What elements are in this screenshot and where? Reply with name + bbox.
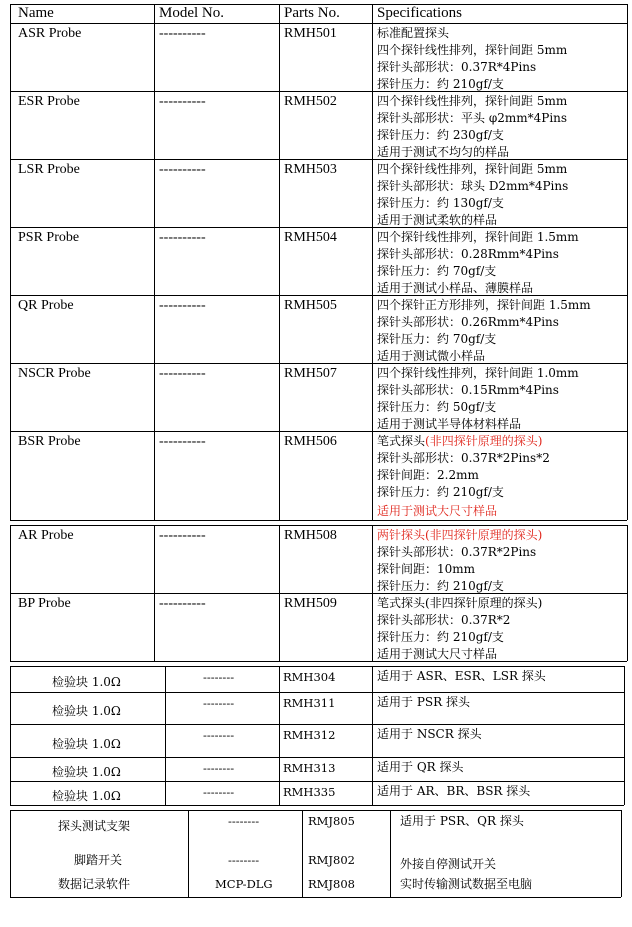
block-model: -------- xyxy=(203,670,235,684)
column-rule xyxy=(10,4,11,520)
header-parts: Parts No. xyxy=(284,5,340,21)
spec-text: 探针头部形状：0.15Rmm*4Pins xyxy=(377,383,559,397)
probe-model: ---------- xyxy=(159,596,206,611)
column-rule xyxy=(624,666,625,805)
spec-line: 探针间距：10mm xyxy=(377,562,476,576)
spec-line: 探针压力：约 210gf/支 xyxy=(377,630,504,644)
column-rule xyxy=(10,525,11,661)
spec-note: (非四探针原理的探头) xyxy=(425,434,543,448)
table-rule xyxy=(10,159,627,160)
accessory-name: 脚踏开关 xyxy=(74,853,123,867)
accessory-spec: 适用于 PSR、QR 探头 xyxy=(400,814,524,828)
probe-name: LSR Probe xyxy=(18,162,80,177)
column-rule xyxy=(372,525,373,661)
block-parts: RMH312 xyxy=(283,728,336,742)
probe-model: ---------- xyxy=(159,528,206,543)
spec-text: 探针头部形状：0.37R*4Pins xyxy=(377,60,537,74)
table-rule xyxy=(10,91,627,92)
block-name: 检验块 1.0Ω xyxy=(52,789,121,803)
spec-text: 四个探针线性排列，探针间距 1.0mm xyxy=(377,366,579,380)
spec-text: 探针压力：约 50gf/支 xyxy=(377,400,497,414)
column-rule xyxy=(621,810,622,897)
spec-line xyxy=(377,297,591,314)
spec-line: 探针头部形状：0.37R*2Pins xyxy=(377,545,537,559)
spec-text: 探针压力：约 70gf/支 xyxy=(377,332,497,346)
column-rule xyxy=(10,666,11,805)
spec-text: 适用于测试半导体材料样品 xyxy=(377,417,522,431)
block-model: -------- xyxy=(203,785,235,799)
table-rule xyxy=(10,897,621,898)
spec-line xyxy=(377,246,559,263)
header-spec: Specifications xyxy=(377,5,462,21)
spec-text: 四个探针线性排列，探针间距 5mm xyxy=(377,43,568,57)
spec-text: 四个探针线性排列，探针间距 5mm xyxy=(377,162,568,176)
probe-model: ---------- xyxy=(159,434,206,449)
block-model: -------- xyxy=(203,761,235,775)
column-rule xyxy=(279,4,280,520)
block-name: 检验块 1.0Ω xyxy=(52,704,121,718)
column-rule xyxy=(302,810,303,897)
table-rule xyxy=(10,666,624,667)
table-rule xyxy=(10,4,627,5)
probe-parts: RMH501 xyxy=(284,26,337,41)
spec-text: 探针压力：约 130gf/支 xyxy=(377,196,504,210)
header-name: Name xyxy=(18,5,54,21)
spec-line xyxy=(377,467,479,484)
spec-text: 探针压力：约 230gf/支 xyxy=(377,128,504,142)
table-rule xyxy=(10,810,621,811)
accessory-name: 探头测试支架 xyxy=(58,819,131,833)
probe-model: ---------- xyxy=(159,230,206,245)
block-spec: 适用于 AR、BR、BSR 探头 xyxy=(377,784,531,798)
block-parts: RMH335 xyxy=(283,785,336,799)
table-rule xyxy=(10,431,627,432)
column-rule xyxy=(10,810,11,897)
block-name: 检验块 1.0Ω xyxy=(52,675,121,689)
spec-text: 四个探针正方形排列，探针间距 1.5mm xyxy=(377,298,591,312)
probe-parts: RMH509 xyxy=(284,596,337,611)
spec-line xyxy=(377,382,559,399)
spec-line xyxy=(377,331,496,348)
column-rule xyxy=(154,525,155,661)
spec-line xyxy=(377,314,559,331)
accessory-spec: 实时传输测试数据至电脑 xyxy=(400,877,533,891)
spec-text: 探针头部形状：球头 D2mm*4Pins xyxy=(377,179,569,193)
spec-line xyxy=(377,229,579,246)
table-rule xyxy=(10,363,627,364)
spec-text: 四个探针线性排列，探针间距 5mm xyxy=(377,94,568,108)
column-rule xyxy=(372,4,373,520)
column-rule xyxy=(627,525,628,661)
probe-parts: RMH503 xyxy=(284,162,337,177)
spec-line xyxy=(377,433,542,450)
accessory-parts: RMJ802 xyxy=(308,853,355,867)
probe-parts: RMH505 xyxy=(284,298,337,313)
spec-line: 适用于测试大尺寸样品 xyxy=(377,647,498,661)
spec-line xyxy=(377,93,567,110)
spec-text: 探针压力：约 210gf/支 xyxy=(377,77,504,91)
probe-model: ---------- xyxy=(159,366,206,381)
spec-text: 探针压力：约 70gf/支 xyxy=(377,264,497,278)
probe-name: QR Probe xyxy=(18,298,74,313)
spec-line: 探针压力：约 210gf/支 xyxy=(377,579,504,593)
spec-line xyxy=(377,161,567,178)
table-rule xyxy=(10,757,624,758)
block-model: -------- xyxy=(203,728,235,742)
table-rule xyxy=(10,23,627,24)
column-rule xyxy=(279,666,280,805)
spec-line xyxy=(377,127,504,144)
table-rule xyxy=(10,805,624,806)
table-rule xyxy=(10,692,624,693)
probe-name: NSCR Probe xyxy=(18,366,91,381)
spec-line xyxy=(377,178,568,195)
spec-text: 探针头部形状：0.26Rmm*4Pins xyxy=(377,315,559,329)
column-rule xyxy=(279,525,280,661)
column-rule xyxy=(627,4,628,520)
block-spec: 适用于 QR 探头 xyxy=(377,760,464,774)
spec-line xyxy=(377,59,536,76)
probe-model: ---------- xyxy=(159,94,206,109)
table-rule xyxy=(10,593,627,594)
accessory-parts: RMJ808 xyxy=(308,877,355,891)
table-rule xyxy=(10,227,627,228)
block-name: 检验块 1.0Ω xyxy=(52,765,121,779)
table-rule xyxy=(10,661,627,662)
spec-text: 探针压力：约 210gf/支 xyxy=(377,485,504,499)
spec-line xyxy=(377,484,504,501)
block-spec: 适用于 ASR、ESR、LSR 探头 xyxy=(377,669,546,683)
spec-text: 标准配置探头 xyxy=(377,26,450,40)
table-rule xyxy=(10,724,624,725)
spec-line xyxy=(377,263,496,280)
spec-line: 两针探头(非四探针原理的探头) xyxy=(377,528,543,542)
spec-text: 探针头部形状：0.37R*2Pins*2 xyxy=(377,451,550,465)
spec-text: 适用于测试不均匀的样品 xyxy=(377,145,510,159)
block-parts: RMH311 xyxy=(283,696,336,710)
probe-model: ---------- xyxy=(159,26,206,41)
accessory-parts: RMJ805 xyxy=(308,814,355,828)
probe-name: BP Probe xyxy=(18,596,71,611)
spec-text: 探针间距：2.2mm xyxy=(377,468,479,482)
column-rule xyxy=(165,666,166,805)
block-parts: RMH313 xyxy=(283,761,336,775)
block-name: 检验块 1.0Ω xyxy=(52,737,121,751)
probe-parts: RMH504 xyxy=(284,230,337,245)
accessory-name: 数据记录软件 xyxy=(58,877,131,891)
spec-text: 适用于测试小样品、薄膜样品 xyxy=(377,281,534,295)
spec-line xyxy=(377,503,497,520)
probe-parts: RMH502 xyxy=(284,94,337,109)
spec-text: 四个探针线性排列，探针间距 1.5mm xyxy=(377,230,579,244)
table-rule xyxy=(10,520,627,521)
probe-name: ASR Probe xyxy=(18,26,82,41)
block-spec: 适用于 PSR 探头 xyxy=(377,695,470,709)
block-model: -------- xyxy=(203,696,235,710)
column-rule xyxy=(372,666,373,805)
block-parts: RMH304 xyxy=(283,670,336,684)
spec-line xyxy=(377,399,496,416)
probe-parts: RMH506 xyxy=(284,434,337,449)
column-rule xyxy=(390,810,391,897)
accessory-model: -------- xyxy=(228,814,260,828)
spec-text: 适用于测试大尺寸样品 xyxy=(377,504,498,518)
spec-line xyxy=(377,110,567,127)
table-rule xyxy=(10,781,624,782)
probe-parts: RMH507 xyxy=(284,366,337,381)
accessory-spec: 外接自停测试开关 xyxy=(400,857,497,871)
table-rule xyxy=(10,525,627,526)
probe-name: ESR Probe xyxy=(18,94,80,109)
spec-line xyxy=(377,25,449,42)
spec-line: 笔式探头(非四探针原理的探头) xyxy=(377,596,543,610)
probe-parts: RMH508 xyxy=(284,528,337,543)
table-rule xyxy=(10,295,627,296)
header-model: Model No. xyxy=(159,5,224,21)
spec-text: 探针头部形状：0.28Rmm*4Pins xyxy=(377,247,559,261)
probe-name: PSR Probe xyxy=(18,230,80,245)
probe-model: ---------- xyxy=(159,162,206,177)
spec-line xyxy=(377,42,567,59)
column-rule xyxy=(154,4,155,520)
column-rule xyxy=(188,810,189,897)
probe-name: AR Probe xyxy=(18,528,74,543)
block-spec: 适用于 NSCR 探头 xyxy=(377,727,482,741)
spec-line xyxy=(377,365,579,382)
spec-line xyxy=(377,450,550,467)
spec-text: 探针头部形状：平头 φ2mm*4Pins xyxy=(377,111,568,125)
spec-text: 笔式探头 xyxy=(377,434,426,448)
accessory-model: -------- xyxy=(228,853,260,867)
spec-line: 探针头部形状：0.37R*2 xyxy=(377,613,511,627)
probe-model: ---------- xyxy=(159,298,206,313)
spec-text: 适用于测试微小样品 xyxy=(377,349,486,363)
accessory-model: MCP-DLG xyxy=(215,877,273,891)
spec-text: 适用于测试柔软的样品 xyxy=(377,213,498,227)
probe-name: BSR Probe xyxy=(18,434,81,449)
spec-line xyxy=(377,195,504,212)
